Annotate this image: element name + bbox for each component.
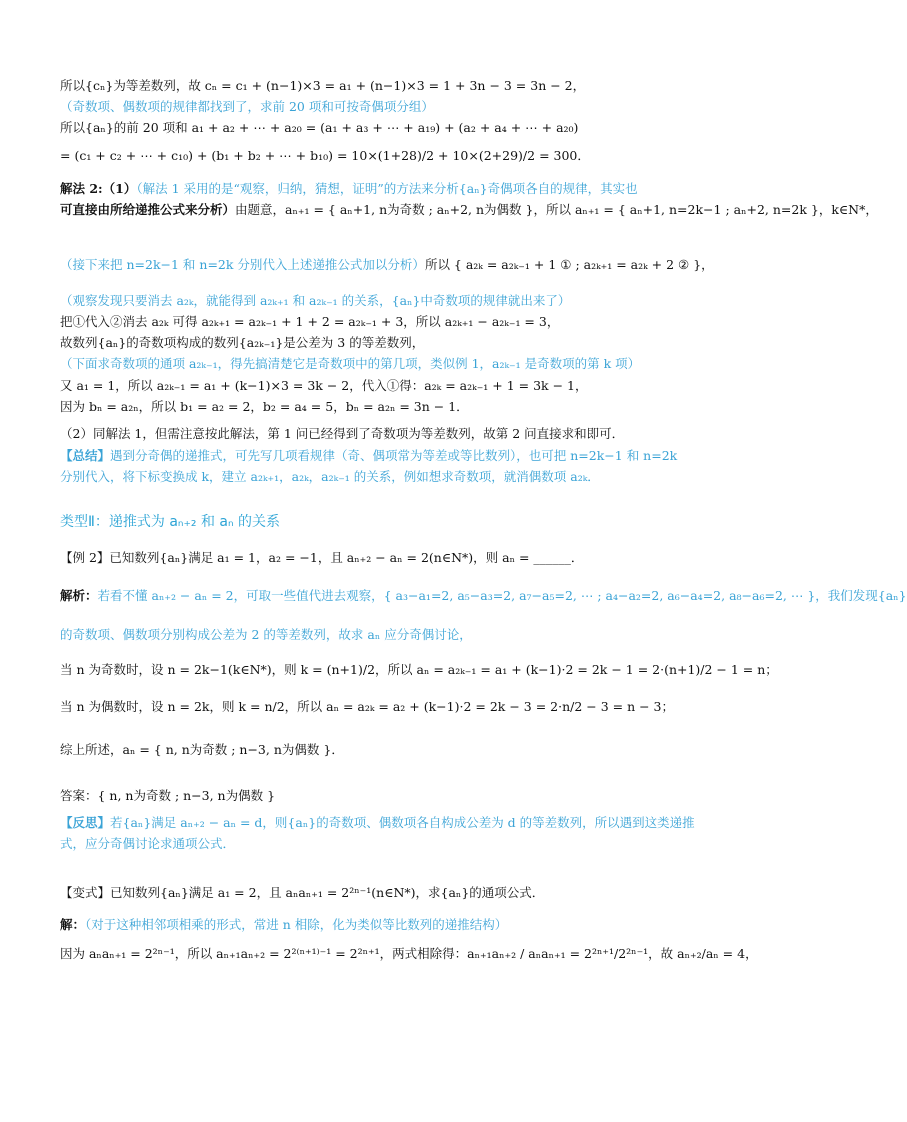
line-prefix: 解析： — [60, 588, 98, 603]
line-text: 所以 { a₂ₖ = a₂ₖ₋₁ + 1 ① ; a₂ₖ₊₁ = a₂ₖ + 2 ② }， — [424, 257, 714, 272]
line-text: 若看不懂 aₙ₊₂ − aₙ = 2，可取一些值代进去观察，{ a₃−a₁=2, a₅−a₃=2, a₇−a₅=2, ⋯ ; a₄−a₂=2, a₆−a₄=2, a₈−a₆=2, ⋯ }，我们发现{aₙ} — [97, 588, 907, 603]
line-text: 由题意，aₙ₊₁ = { aₙ+1, n为奇数 ; aₙ+2, n为偶数 }，所以 aₙ₊₁ = { aₙ+1, n=2k−1 ; aₙ+2, n=2k }，k∈N*， — [235, 202, 878, 217]
text-line-l02 — [60, 97, 750, 117]
text-line-l29 — [60, 944, 758, 964]
line-text: （2）同解法 1，但需注意按此解法，第 1 问已经得到了奇数项为等差数列，故第 2 问直接求和即可． — [60, 426, 625, 441]
text-line-l05 — [60, 179, 750, 199]
line-prefix: 可直接由所给递推公式来分析） — [60, 202, 236, 217]
line-text: 式，应分奇偶讨论求通项公式． — [60, 836, 236, 851]
line-prefix: 解： — [60, 917, 86, 932]
text-line-l23 — [60, 740, 750, 760]
text-line-l26 — [60, 834, 750, 854]
line-text: 故数列{aₙ}的奇数项构成的数列{a₂ₖ₋₁}是公差为 3 的等差数列， — [60, 335, 425, 350]
line-text: 把①代入②消去 a₂ₖ 可得 a₂ₖ₊₁ = a₂ₖ₋₁ + 1 + 2 = a₂ₖ₋₁ + 3，所以 a₂ₖ₊₁ − a₂ₖ₋₁ = 3， — [60, 314, 560, 329]
line-prefix: 【总结】 — [60, 448, 111, 463]
text-line-l21 — [60, 660, 778, 680]
line-text: （观察发现只要消去 a₂ₖ，就能得到 a₂ₖ₊₁ 和 a₂ₖ₋₁ 的关系，{aₙ}中奇数项的规律就出来了） — [60, 293, 571, 308]
text-line-l03 — [60, 118, 750, 138]
text-line-l08 — [60, 291, 750, 311]
line-text: 遇到分奇偶的递推式，可先写几项看规律（奇、偶项常为等差或等比数列），也可把 n=2k−1 和 n=2k — [110, 448, 678, 463]
text-line-l28 — [60, 915, 750, 935]
text-line-l10 — [60, 333, 750, 353]
line-text: 分别代入，将下标变换成 k，建立 a₂ₖ₊₁，a₂ₖ，a₂ₖ₋₁ 的关系，例如想求奇数项，就消偶数项 a₂ₖ． — [60, 469, 600, 484]
line-text: 因为 aₙaₙ₊₁ = 2²ⁿ⁻¹，所以 aₙ₊₁aₙ₊₂ = 2²⁽ⁿ⁺¹⁾⁻¹ = 2²ⁿ⁺¹，两式相除得：aₙ₊₁aₙ₊₂ / aₙaₙ₊₁ = 2²ⁿ⁺¹/2²ⁿ⁻¹，故 aₙ₊₂/aₙ = 4， — [60, 946, 758, 961]
text-line-l13 — [60, 397, 750, 417]
line-text: 综上所述，aₙ = { n, n为奇数 ; n−3, n为偶数 }． — [60, 742, 344, 757]
text-line-l24 — [60, 786, 750, 806]
text-line-l07 — [60, 255, 750, 275]
text-line-l14 — [60, 424, 750, 444]
text-line-l06 — [60, 200, 878, 220]
line-text: 答案：{ n, n为奇数 ; n−3, n为偶数 } — [60, 788, 276, 803]
line-prefix: 解法 2:（1） — [60, 181, 137, 196]
text-line-l01 — [60, 76, 750, 96]
text-line-l22 — [60, 697, 750, 717]
line-text: 当 n 为奇数时，设 n = 2k−1(k∈N*)，则 k = (n+1)/2，所以 aₙ = a₂ₖ₋₁ = a₁ + (k−1)·2 = 2k − 1 = 2·(n+1)/2 − 1 = n； — [60, 662, 778, 677]
text-line-l11 — [60, 354, 750, 374]
text-line-l19 — [60, 586, 907, 606]
text-line-l15 — [60, 446, 750, 466]
text-line-l16 — [60, 467, 750, 487]
line-text: 若{aₙ}满足 aₙ₊₂ − aₙ = d，则{aₙ}的奇数项、偶数项各自构成公差为 d 的等差数列，所以遇到这类递推 — [110, 815, 695, 830]
line-text: 【例 2】已知数列{aₙ}满足 a₁ = 1，a₂ = −1，且 aₙ₊₂ − aₙ = 2(n∈N*)，则 aₙ = ______． — [60, 550, 584, 565]
text-line-l25 — [60, 813, 750, 833]
line-text: = (c₁ + c₂ + ⋯ + c₁₀) + (b₁ + b₂ + ⋯ + b₁₀) = 10×(1+28)/2 + 10×(2+29)/2 = 300． — [60, 148, 590, 163]
line-text: 因为 bₙ = a₂ₙ，所以 b₁ = a₂ = 2，b₂ = a₄ = 5，bₙ = a₂ₙ = 3n − 1． — [60, 399, 469, 414]
line-text: 所以{aₙ}的前 20 项和 a₁ + a₂ + ⋯ + a₂₀ = (a₁ + a₃ + ⋯ + a₁₉) + (a₂ + a₄ + ⋯ + a₂₀) — [60, 120, 579, 135]
text-line-l27 — [60, 883, 750, 903]
line-text: 所以{cₙ}为等差数列，故 cₙ = c₁ + (n−1)×3 = a₁ + (n−1)×3 = 1 + 3n − 3 = 3n − 2， — [60, 78, 586, 93]
line-text: 又 a₁ = 1，所以 a₂ₖ₋₁ = a₁ + (k−1)×3 = 3k − 2，代入①得：a₂ₖ = a₂ₖ₋₁ + 1 = 3k − 1， — [60, 378, 588, 393]
line-prefix: （接下来把 n=2k−1 和 n=2k 分别代入上述递推公式加以分析） — [60, 257, 425, 272]
line-text: 的奇数项、偶数项分别构成公差为 2 的等差数列，故求 aₙ 应分奇偶讨论， — [60, 627, 472, 642]
text-line-l18 — [60, 548, 750, 568]
text-line-l09 — [60, 312, 750, 332]
line-text: （解法 1 采用的是“观察，归纳，猜想，证明”的方法来分析{aₙ}奇偶项各自的规律，其实也 — [136, 181, 638, 196]
text-line-l20 — [60, 625, 750, 645]
text-line-l04 — [60, 146, 750, 166]
line-text: 当 n 为偶数时，设 n = 2k，则 k = n/2，所以 aₙ = a₂ₖ = a₂ + (k−1)·2 = 2k − 3 = 2·n/2 − 3 = n − 3； — [60, 699, 675, 714]
line-text: （对于这种相邻项相乘的形式，常进 n 相除，化为类似等比数列的递推结构） — [85, 917, 508, 932]
line-text: （下面求奇数项的通项 a₂ₖ₋₁，得先搞清楚它是奇数项中的第几项，类似例 1，a₂ₖ₋₁ 是奇数项的第 k 项） — [60, 356, 641, 371]
line-text: 【变式】已知数列{aₙ}满足 a₁ = 2，且 aₙaₙ₊₁ = 2²ⁿ⁻¹(n∈N*)，求{aₙ}的通项公式． — [60, 885, 545, 900]
section-title: 类型Ⅱ：递推式为 aₙ₊₂ 和 aₙ 的关系 — [60, 514, 281, 530]
text-line-l12 — [60, 376, 750, 396]
line-prefix: 【反思】 — [60, 815, 111, 830]
line-text: （奇数项、偶数项的规律都找到了，求前 20 项和可按奇偶项分组） — [60, 99, 434, 114]
